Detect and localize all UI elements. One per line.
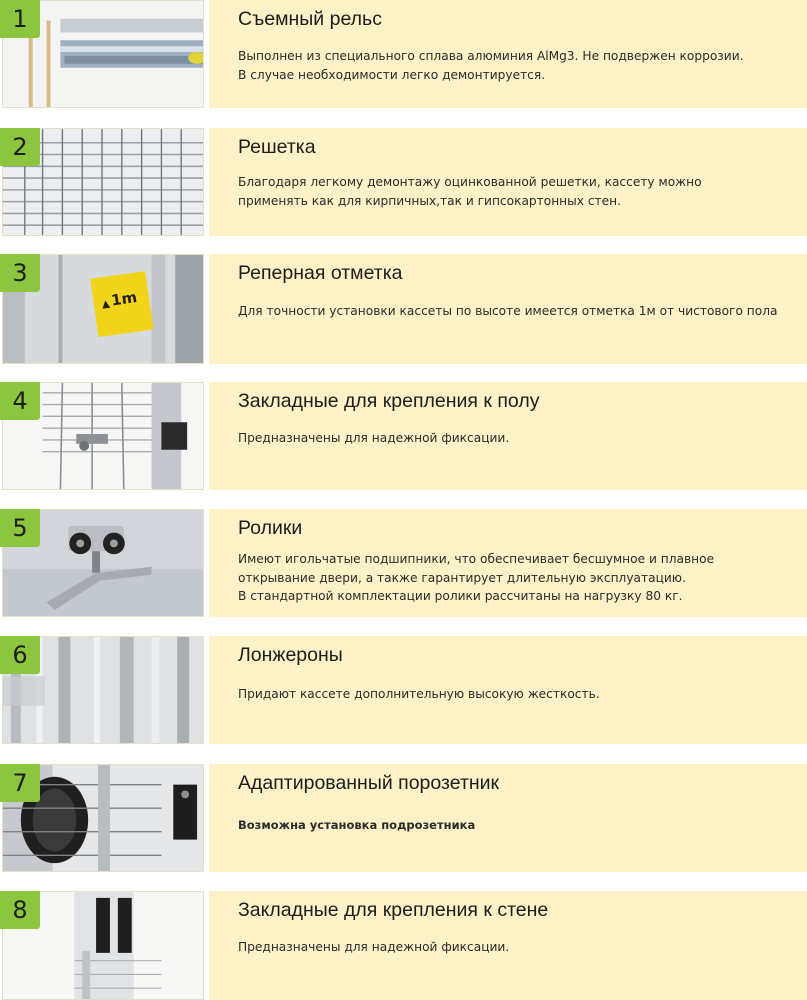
feature-row-6: [0, 636, 807, 744]
feature-title: Решетка: [238, 136, 316, 158]
feature-row-4: [0, 382, 807, 490]
item-number-badge: 7: [0, 764, 40, 802]
level-mark-sticker-label: 1m: [110, 289, 139, 310]
feature-title: Адаптированный порозетник: [238, 772, 500, 794]
item-number-badge: 3: [0, 254, 40, 292]
feature-panel: [209, 254, 807, 364]
item-number-badge: 4: [0, 382, 40, 420]
item-number-badge: 2: [0, 128, 40, 166]
feature-row-5: [0, 509, 807, 617]
feature-description: [238, 550, 795, 606]
feature-panel: [209, 891, 807, 1000]
description-line: Для точности установки кассеты по высоте имеется отметка 1м от чистового пола: [238, 304, 778, 318]
feature-row-3: [0, 254, 807, 364]
feature-title: Ролики: [238, 517, 303, 539]
feature-row-1: [0, 0, 807, 108]
item-number-badge: 8: [0, 891, 40, 929]
description-line: применять как для кирпичных,так и гипсокартонных стен.: [238, 193, 622, 208]
feature-panel: [209, 382, 807, 490]
feature-description: [238, 938, 795, 957]
feature-panel: [209, 0, 807, 108]
feature-description: [238, 685, 795, 704]
feature-description: [238, 816, 795, 835]
description-line: Благодаря легкому демонтажу оцинкованной решетки, кассету можно: [238, 175, 702, 189]
feature-description: [238, 302, 795, 321]
description-line: Имеют игольчатые подшипники, что обеспечивает бесшумное и плавное: [238, 552, 715, 566]
feature-panel: [209, 128, 807, 236]
feature-title: Закладные для крепления к стене: [238, 899, 549, 921]
feature-row-2: [0, 128, 807, 236]
feature-title: Съемный рельс: [238, 8, 382, 30]
feature-panel: [209, 764, 807, 872]
item-number-badge: 5: [0, 509, 40, 547]
feature-row-7: [0, 764, 807, 872]
description-line: Выполнен из специального сплава алюминия AlMg3. Не подвержен коррозии.: [238, 49, 744, 63]
item-number-badge: 6: [0, 636, 40, 674]
description-line: Предназначены для надежной фиксации.: [238, 431, 510, 445]
feature-title: Закладные для крепления к полу: [238, 390, 540, 412]
description-line: открывание двери, а также гарантирует длительную эксплуатацию.: [238, 570, 686, 585]
description-line: Возможна установка подрозетника: [238, 818, 476, 832]
item-number-badge: 1: [0, 0, 40, 38]
feature-description: [238, 429, 795, 448]
description-line: В случае необходимости легко демонтируется.: [238, 67, 546, 82]
feature-description: [238, 173, 795, 210]
feature-panel: [209, 636, 807, 744]
feature-description: [238, 47, 795, 84]
feature-title: Реперная отметка: [238, 262, 403, 284]
description-line: Придают кассете дополнительную высокую жесткость.: [238, 687, 600, 701]
feature-title: Лонжероны: [238, 644, 343, 666]
description-line: Предназначены для надежной фиксации.: [238, 940, 510, 954]
description-line: В стандартной комплектации ролики рассчитаны на нагрузку 80 кг.: [238, 589, 683, 603]
feature-row-8: [0, 891, 807, 1000]
feature-panel: [209, 509, 807, 617]
